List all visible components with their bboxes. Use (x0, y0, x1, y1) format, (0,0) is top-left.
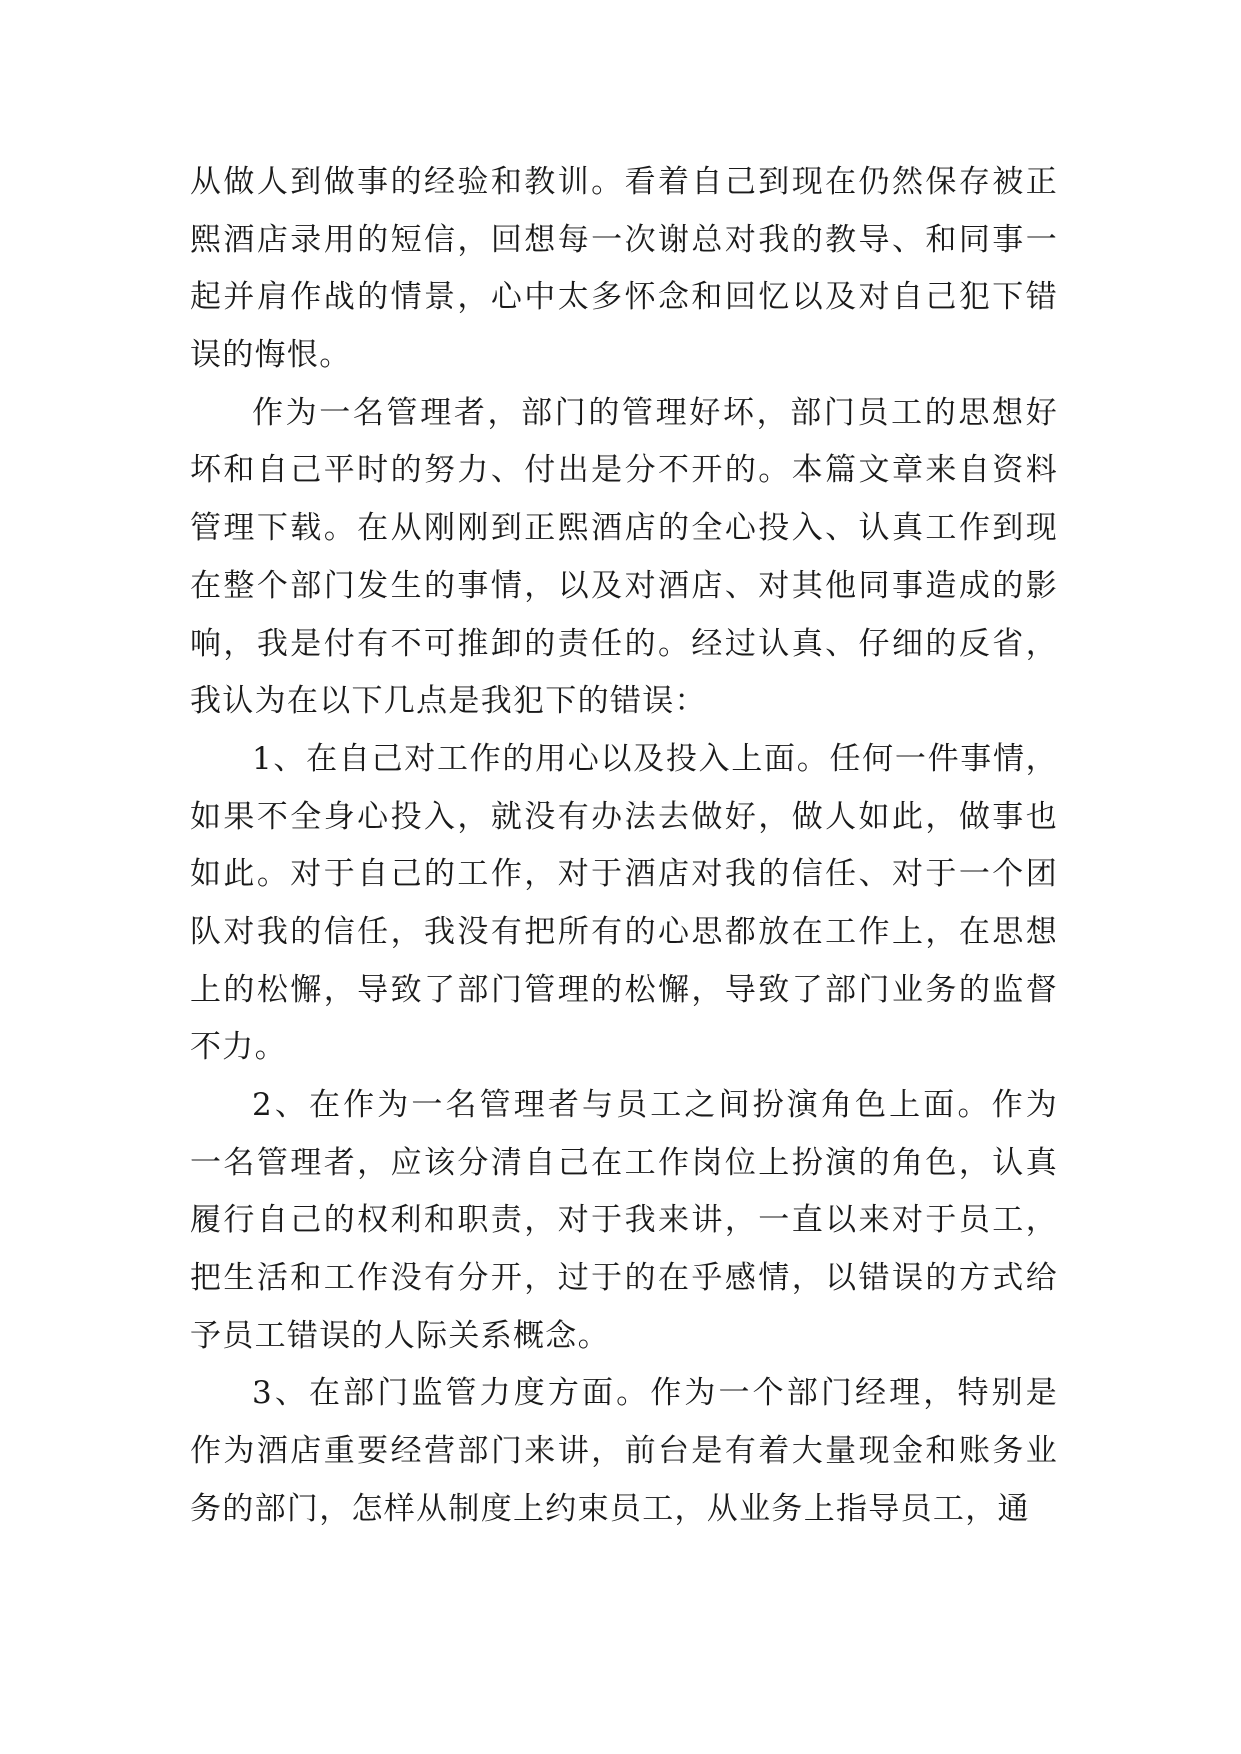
paragraph-point-3 (190, 1365, 1058, 1538)
text-line: 1、在自己对工作的用心以及投入上面。任何一件事情， (252, 740, 1058, 777)
text-line: 作为酒店重要经营部门来讲，前台是有着大量现金和账务业 (190, 1433, 1058, 1470)
text-line: 一名管理者，应该分清自己在工作岗位上扮演的角色，认真 (190, 1144, 1058, 1181)
paragraph-point-1 (190, 731, 1058, 1077)
text-line: 不力。 (190, 1029, 287, 1066)
text-line: 起并肩作战的情景，心中太多怀念和回忆以及对自己犯下错 (190, 279, 1058, 316)
paragraph-intro-continuation (190, 154, 1058, 385)
text-line: 履行自己的权利和职责，对于我来讲，一直以来对于员工， (190, 1202, 1058, 1239)
text-line: 在整个部门发生的事情，以及对酒店、对其他同事造成的影 (190, 567, 1058, 604)
text-line: 管理下载。在从刚刚到正熙酒店的全心投入、认真工作到现 (190, 510, 1058, 547)
text-line: 2、在作为一名管理者与员工之间扮演角色上面。作为 (252, 1087, 1058, 1123)
text-line: 熙酒店录用的短信，回想每一次谢总对我的教导、和同事一 (190, 221, 1058, 258)
text-line: 坏和自己平时的努力、付出是分不开的。本篇文章来自资料 (190, 452, 1058, 489)
text-line: 务的部门，怎样从制度上约束员工，从业务上指导员工，通 (190, 1490, 1030, 1527)
text-line: 队对我的信任，我没有把所有的心思都放在工作上，在思想 (190, 913, 1058, 950)
text-line: 予员工错误的人际关系概念。 (190, 1317, 610, 1354)
text-line: 从做人到做事的经验和教训。看着自己到现在仍然保存被正 (190, 164, 1058, 200)
body-text (190, 154, 1058, 1539)
text-line: 误的悔恨。 (190, 337, 352, 374)
text-line: 我认为在以下几点是我犯下的错误： (190, 683, 707, 720)
paragraph-manager-responsibility (190, 385, 1058, 731)
text-line: 如此。对于自己的工作，对于酒店对我的信任、对于一个团 (190, 856, 1058, 893)
text-line: 把生活和工作没有分开，过于的在乎感情，以错误的方式给 (190, 1260, 1058, 1297)
text-line: 响，我是付有不可推卸的责任的。经过认真、仔细的反省， (190, 625, 1058, 662)
paragraph-point-2 (190, 1077, 1058, 1365)
text-line: 作为一名管理者，部门的管理好坏，部门员工的思想好 (252, 394, 1058, 431)
text-line: 3、在部门监管力度方面。作为一个部门经理，特别是 (252, 1375, 1058, 1412)
text-line: 如果不全身心投入，就没有办法去做好，做人如此，做事也 (190, 798, 1058, 835)
text-line: 上的松懈，导致了部门管理的松懈，导致了部门业务的监督 (190, 971, 1058, 1008)
